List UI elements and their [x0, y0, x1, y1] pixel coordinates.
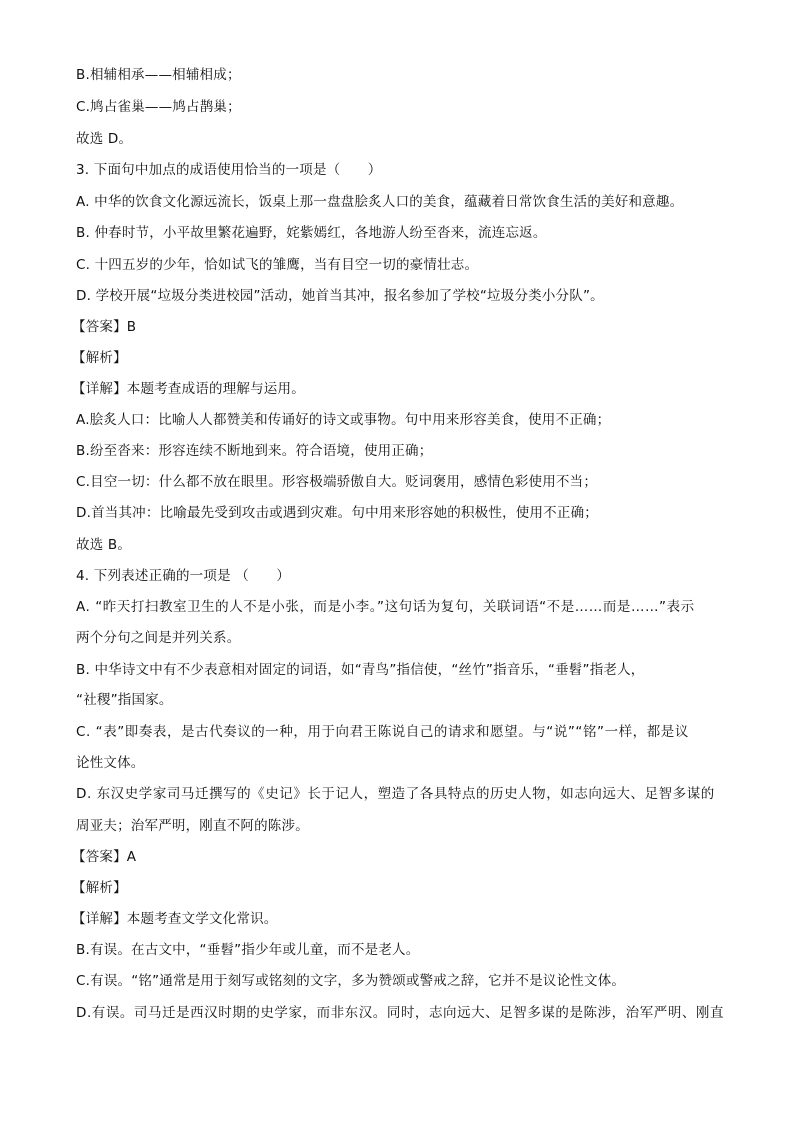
text-line: 故选 B。: [76, 537, 132, 553]
option-c: C. 十四五岁的少年，恰如试飞的雏鹰，当有目空一切的豪情壮志。: [76, 257, 479, 273]
option-d-continued: 周亚夫；治军严明，刚直不阿的陈涉。: [76, 818, 309, 834]
option-d: D. 东汉史学家司马迁撰写的《史记》长于记人，塑造了各具特点的历史人物，如志向远大、足智多谋的: [76, 786, 715, 802]
explanation-line: B.纷至沓来：形容连续不断地到来。符合语境，使用正确；: [76, 443, 433, 459]
text-line: 故选 D。: [76, 131, 133, 147]
option-c: C. “表”即奏表，是古代奏议的一种，用于向君王陈说自己的请求和愿望。与“说”“铭”一样，都是议: [76, 724, 689, 740]
explanation-line: A.脍炙人口：比喻人人都赞美和传诵好的诗文或事物。句中用来形容美食，使用不正确；: [76, 412, 611, 428]
answer-label: 【答案】B: [72, 319, 137, 335]
option-b: B. 中华诗文中有不少表意相对固定的词语，如“青鸟”指信使，“丝竹”指音乐，“垂髫”指老人，: [76, 662, 645, 678]
detail-explanation: 【详解】本题考查文学文化常识。: [72, 911, 278, 927]
explanation-line: D.首当其冲：比喻最先受到攻击或遇到灾难。句中用来形容她的积极性，使用不正确；: [76, 505, 598, 521]
option-d: D. 学校开展“垃圾分类进校园”活动，她首当其冲，报名参加了学校“垃圾分类小分队”。: [76, 288, 604, 304]
explanation-line: C.有误。“铭”通常是用于刻写或铭刻的文字，多为赞颂或警戒之辞，它并不是议论性文体。: [76, 973, 626, 989]
explanation-line: D.有误。司马迁是西汉时期的史学家，而非东汉。同时，志向远大、足智多谋的是陈涉，治军严明、刚直: [76, 1005, 725, 1021]
explanation-line: B.有误。在古文中，“垂髫”指少年或儿童，而不是老人。: [76, 942, 420, 958]
explanation-line: C.目空一切：什么都不放在眼里。形容极端骄傲自大。贬词褒用，感情色彩使用不当；: [76, 474, 598, 490]
analysis-label: 【解析】: [72, 350, 127, 366]
text-line: C.鸠占雀巢——鸠占鹊巢；: [76, 99, 241, 115]
detail-explanation: 【详解】本题考查成语的理解与运用。: [72, 381, 305, 397]
option-b-continued: “社稷”指国家。: [76, 692, 173, 708]
option-a-continued: 两个分句之间是并列关系。: [76, 630, 241, 646]
option-a: A. “昨天打扫教室卫生的人不是小张，而是小李。”这句话为复句，关联词语“不是……而是……”表示: [76, 599, 695, 615]
text-line: B.相辅相承——相辅相成；: [76, 67, 241, 83]
answer-label: 【答案】A: [72, 849, 137, 865]
option-b: B. 仲春时节，小平故里繁花遍野，姹紫嫣红，各地游人纷至沓来，流连忘返。: [76, 225, 547, 241]
question-4-stem: 4. 下列表述正确的一项是 （ ）: [76, 568, 291, 584]
analysis-label: 【解析】: [72, 880, 127, 896]
option-c-continued: 论性文体。: [76, 755, 145, 771]
question-3-stem: 3. 下面句中加点的成语使用恰当的一项是（ ）: [76, 162, 382, 178]
option-a: A. 中华的饮食文化源远流长，饭桌上那一盘盘脍炙人口的美食，蕴藏着日常饮食生活的美好和意趣。: [76, 194, 684, 210]
